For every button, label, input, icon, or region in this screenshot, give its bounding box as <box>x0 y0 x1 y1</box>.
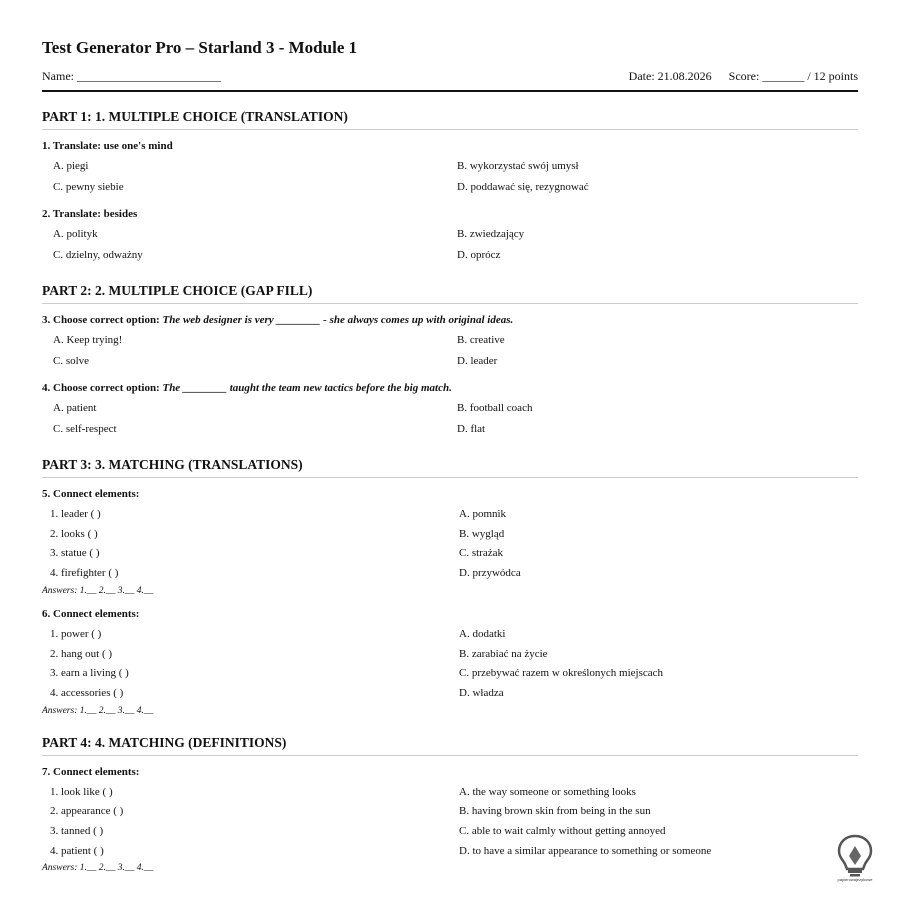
question-7-heading: 7. Connect elements: <box>42 765 140 778</box>
option-a: A. patient <box>53 402 97 414</box>
matching-item: 2. hang out ( ) <box>50 647 113 660</box>
matching-item: 4. firefighter ( ) <box>50 567 119 580</box>
matching-answer: D. przywódca <box>459 567 521 580</box>
option-a: A. Keep trying! <box>53 334 123 346</box>
option-b: B. football coach <box>457 402 533 414</box>
question-6-heading: 6. Connect elements: <box>42 607 140 620</box>
question-prompt: The web designer is very ________ - she always comes up with original ideas. <box>162 314 514 326</box>
question-lead: 4. Choose correct option: <box>42 382 163 394</box>
part-4-heading: PART 4: 4. MATCHING (DEFINITIONS) <box>42 734 858 756</box>
question-2-heading: 2. Translate: besides <box>42 208 138 220</box>
matching-answer: A. pomnik <box>459 508 507 520</box>
matching-right-column <box>448 783 858 862</box>
matching-answer: C. przebywać razem w określonych miejscach <box>459 667 664 680</box>
question-5-matching <box>42 505 858 584</box>
matching-answer: D. to have a similar appearance to something or someone <box>459 844 712 857</box>
question-2-options <box>42 224 858 266</box>
page-title: Test Generator Pro – Starland 3 - Module 1 <box>42 38 358 57</box>
option-d: D. oprócz <box>457 249 501 261</box>
name-field: Name: ________________________ <box>42 69 221 83</box>
part-3-heading: PART 3: 3. MATCHING (TRANSLATIONS) <box>42 456 858 478</box>
option-c: C. pewny siebie <box>53 181 124 193</box>
matching-item: 1. power ( ) <box>50 627 102 640</box>
question-4-options <box>42 398 858 440</box>
question-3-options <box>42 330 858 372</box>
matching-answer: C. strażak <box>459 547 503 560</box>
matching-item: 3. earn a living ( ) <box>50 667 129 680</box>
option-a: A. piegi <box>53 160 89 172</box>
matching-right-column <box>448 625 858 704</box>
logo-text: papierowajezykowe <box>837 877 873 882</box>
matching-item: 3. statue ( ) <box>50 547 100 560</box>
option-d: D. poddawać się, rezygnować <box>457 181 589 193</box>
worksheet <box>42 36 858 875</box>
option-a: A. polityk <box>53 228 98 240</box>
matching-answer: B. zarabiać na życie <box>459 647 548 660</box>
question-6-matching <box>42 625 858 704</box>
option-b: B. wykorzystać swój umysł <box>457 160 579 172</box>
matching-answer: A. dodatki <box>459 627 506 640</box>
matching-item: 4. accessories ( ) <box>50 686 124 699</box>
option-c: C. solve <box>53 355 90 367</box>
matching-answer: A. the way someone or something looks <box>459 785 636 798</box>
matching-answer: C. able to wait calmly without getting annoyed <box>459 825 666 838</box>
part-2-heading: PART 2: 2. MULTIPLE CHOICE (GAP FILL) <box>42 282 858 304</box>
question-3-heading <box>42 313 858 327</box>
answers-line: Answers: 1.__ 2.__ 3.__ 4.__ <box>42 705 154 716</box>
matching-left-column <box>42 505 448 584</box>
part-1-heading: PART 1: 1. MULTIPLE CHOICE (TRANSLATION) <box>42 108 858 130</box>
option-d: D. leader <box>457 355 498 367</box>
question-4-heading <box>42 381 858 395</box>
option-b: B. creative <box>457 334 505 346</box>
matching-right-column <box>448 505 858 584</box>
question-1-options <box>42 156 858 198</box>
matching-item: 2. looks ( ) <box>50 527 98 540</box>
info-row <box>42 68 858 92</box>
option-b: B. zwiedzający <box>457 228 525 240</box>
option-d: D. flat <box>457 423 486 435</box>
question-5-heading: 5. Connect elements: <box>42 488 140 500</box>
matching-item: 2. appearance ( ) <box>50 805 124 818</box>
matching-left-column <box>42 625 448 704</box>
brand-logo <box>826 832 884 884</box>
score-field: Score: _______ / 12 points <box>728 69 858 83</box>
matching-answer: D. władza <box>459 686 504 699</box>
matching-left-column <box>42 783 448 862</box>
matching-answer: B. wygląd <box>459 527 505 540</box>
matching-answer: B. having brown skin from being in the sun <box>459 805 651 818</box>
matching-item: 1. look like ( ) <box>50 785 113 798</box>
lightbulb-icon <box>826 832 884 878</box>
answers-line: Answers: 1.__ 2.__ 3.__ 4.__ <box>42 863 154 874</box>
question-1-heading: 1. Translate: use one's mind <box>42 140 173 152</box>
question-prompt: The ________ taught the team new tactics before the big match. <box>162 382 452 394</box>
matching-item: 1. leader ( ) <box>50 508 101 520</box>
question-7-matching <box>42 783 858 862</box>
matching-item: 3. tanned ( ) <box>50 825 104 838</box>
option-c: C. dzielny, odważny <box>53 249 143 261</box>
matching-item: 4. patient ( ) <box>50 844 104 857</box>
date-label: Date: 21.08.2026 <box>628 69 712 83</box>
info-right <box>615 68 858 84</box>
option-c: C. self-respect <box>53 423 117 435</box>
answers-line: Answers: 1.__ 2.__ 3.__ 4.__ <box>42 585 154 596</box>
question-lead: 3. Choose correct option: <box>42 314 163 326</box>
